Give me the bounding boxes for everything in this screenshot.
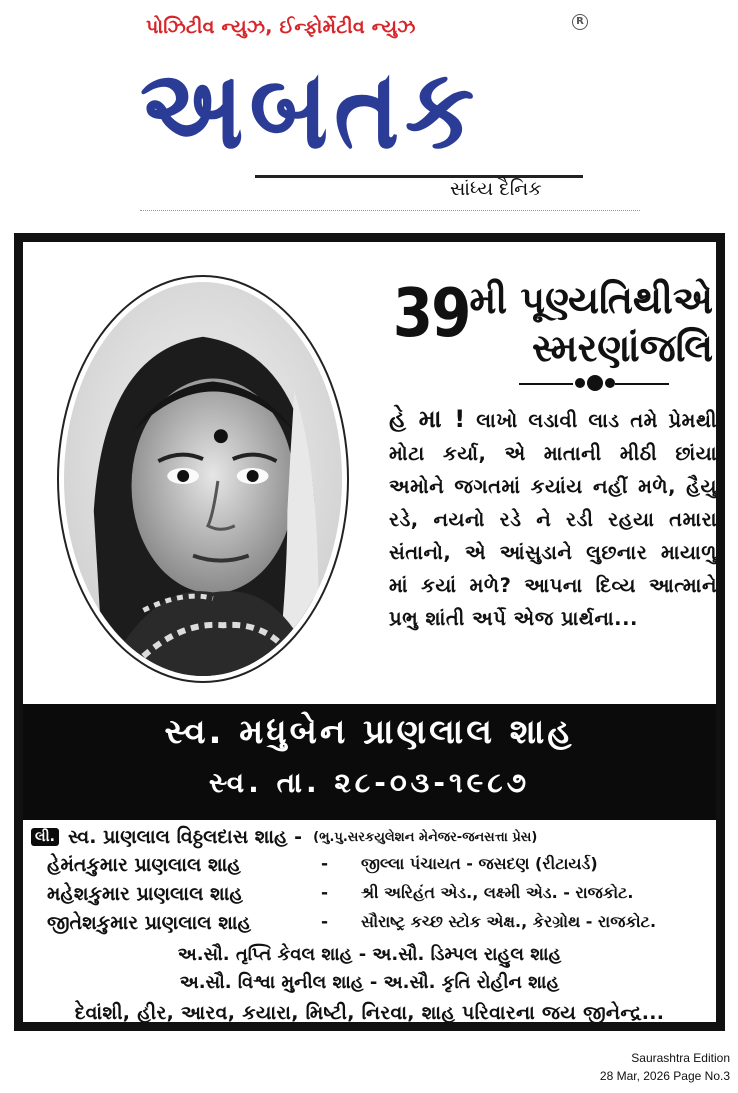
anniversary-suffix: મી પૂણ્યતિથીએ bbox=[469, 278, 713, 322]
edition-label: Saurashtra Edition bbox=[631, 1051, 730, 1065]
date-page-label: 28 Mar, 2026 Page No.3 bbox=[599, 1069, 730, 1083]
family-member-detail: શ્રી અરિહંત એડ., લક્ષ્મી એડ. - રાજકોટ. bbox=[361, 883, 634, 902]
page-top-strip bbox=[140, 210, 640, 214]
poem-line: પ્રભુ શાંતી અર્પે એજ પ્રાર્થના... bbox=[389, 607, 638, 630]
anniversary-number: 39 bbox=[392, 274, 470, 353]
poem-lead: હે મા ! bbox=[389, 405, 466, 433]
poem-line: પ્રેમથી મોટા કર્યા, એ માતાની bbox=[389, 409, 717, 465]
newspaper-logo: અબતક bbox=[140, 46, 481, 174]
from-name: સ્વ. પ્રાણલાલ વિઠ્ઠલદાસ શાહ - bbox=[68, 826, 303, 848]
family-member-name: જીતેશકુમાર પ્રાણલાલ શાહ bbox=[47, 912, 252, 934]
poem-line: એ આંસુડાને લુછનાર માયાળુ માં bbox=[389, 541, 717, 597]
poem-line: રડે ને રડી રહયા તમારા સંતાનો, bbox=[389, 508, 717, 564]
closing-line: દેવાંશી, હીર, આરવ, કયારા, મિષ્ટી, નિરવા, શાહ પરિવારના જય જીનેન્દ્ર... bbox=[74, 1002, 665, 1024]
poem-line: કયાંય નહીં મળે, હૈયુ રડે, નયનો bbox=[389, 475, 718, 531]
family-member-detail: જીલ્લા પંચાયત - જસદણ (રીટાયર્ડ) bbox=[361, 854, 598, 873]
family-row bbox=[31, 883, 711, 909]
family-separator: - bbox=[321, 912, 329, 932]
tribute-poem bbox=[389, 403, 717, 635]
deceased-name-band bbox=[23, 704, 716, 820]
deceased-name: સ્વ. મધુબેન પ્રાણલાલ શાહ bbox=[164, 712, 575, 752]
obituary-advertisement bbox=[14, 233, 725, 1031]
family-row bbox=[31, 854, 711, 880]
portrait-illustration bbox=[64, 282, 342, 676]
poem-line: લાખો લડાવી લાડ તમે bbox=[476, 409, 658, 432]
from-row bbox=[31, 826, 711, 852]
family-row bbox=[31, 912, 711, 938]
family-member-name: હેમંતકુમાર પ્રાણલાલ શાહ bbox=[47, 854, 241, 876]
portrait-photo bbox=[64, 282, 342, 676]
masthead bbox=[140, 10, 600, 210]
masthead-subtitle: સાંધ્ય દૈનિક bbox=[450, 178, 542, 200]
poem-line: મીઠી છાંયા અમોને જગતમાં bbox=[389, 442, 717, 498]
from-badge: લી. bbox=[31, 828, 59, 846]
death-date: સ્વ. તા. ૨૮-૦૩-૧૯૮૭ bbox=[208, 766, 531, 799]
family-separator: - bbox=[321, 883, 329, 903]
family-member-name: મહેશકુમાર પ્રાણલાલ શાહ bbox=[47, 883, 243, 905]
portrait-frame bbox=[57, 275, 349, 683]
page-footer bbox=[600, 1049, 730, 1085]
relatives-line: અ.સૌ. તૃપ્તિ કેવલ શાહ - અ.સૌ. ડિમ્પલ રાહુલ શાહ bbox=[177, 944, 562, 965]
tribute-heading: સ્મરણાંજલિ bbox=[532, 326, 713, 370]
family-separator: - bbox=[321, 854, 329, 874]
from-note: (ભુ.પુ.સરકયુલેશન મેનેજર-જનસત્તા પ્રેસ) bbox=[313, 829, 538, 845]
relatives-line: અ.સૌ. વિશ્વા મુનીલ શાહ - અ.સૌ. કૃતિ રોહીન શાહ bbox=[179, 972, 560, 993]
ornamental-divider-icon bbox=[519, 372, 669, 394]
masthead-tagline: પોઝિટીવ ન્યુઝ, ઈન્ફોર્મેટીવ ન્યુઝ bbox=[146, 16, 416, 38]
poem-line: કયાં મળે? આપના દિવ્ય આત્માને bbox=[421, 574, 717, 597]
registered-mark-icon: R bbox=[572, 14, 588, 30]
family-member-detail: સૌરાષ્ટ્ર કચ્છ સ્ટોક એક્ષ., કેરગ્રોથ - રાજકોટ. bbox=[361, 912, 657, 931]
